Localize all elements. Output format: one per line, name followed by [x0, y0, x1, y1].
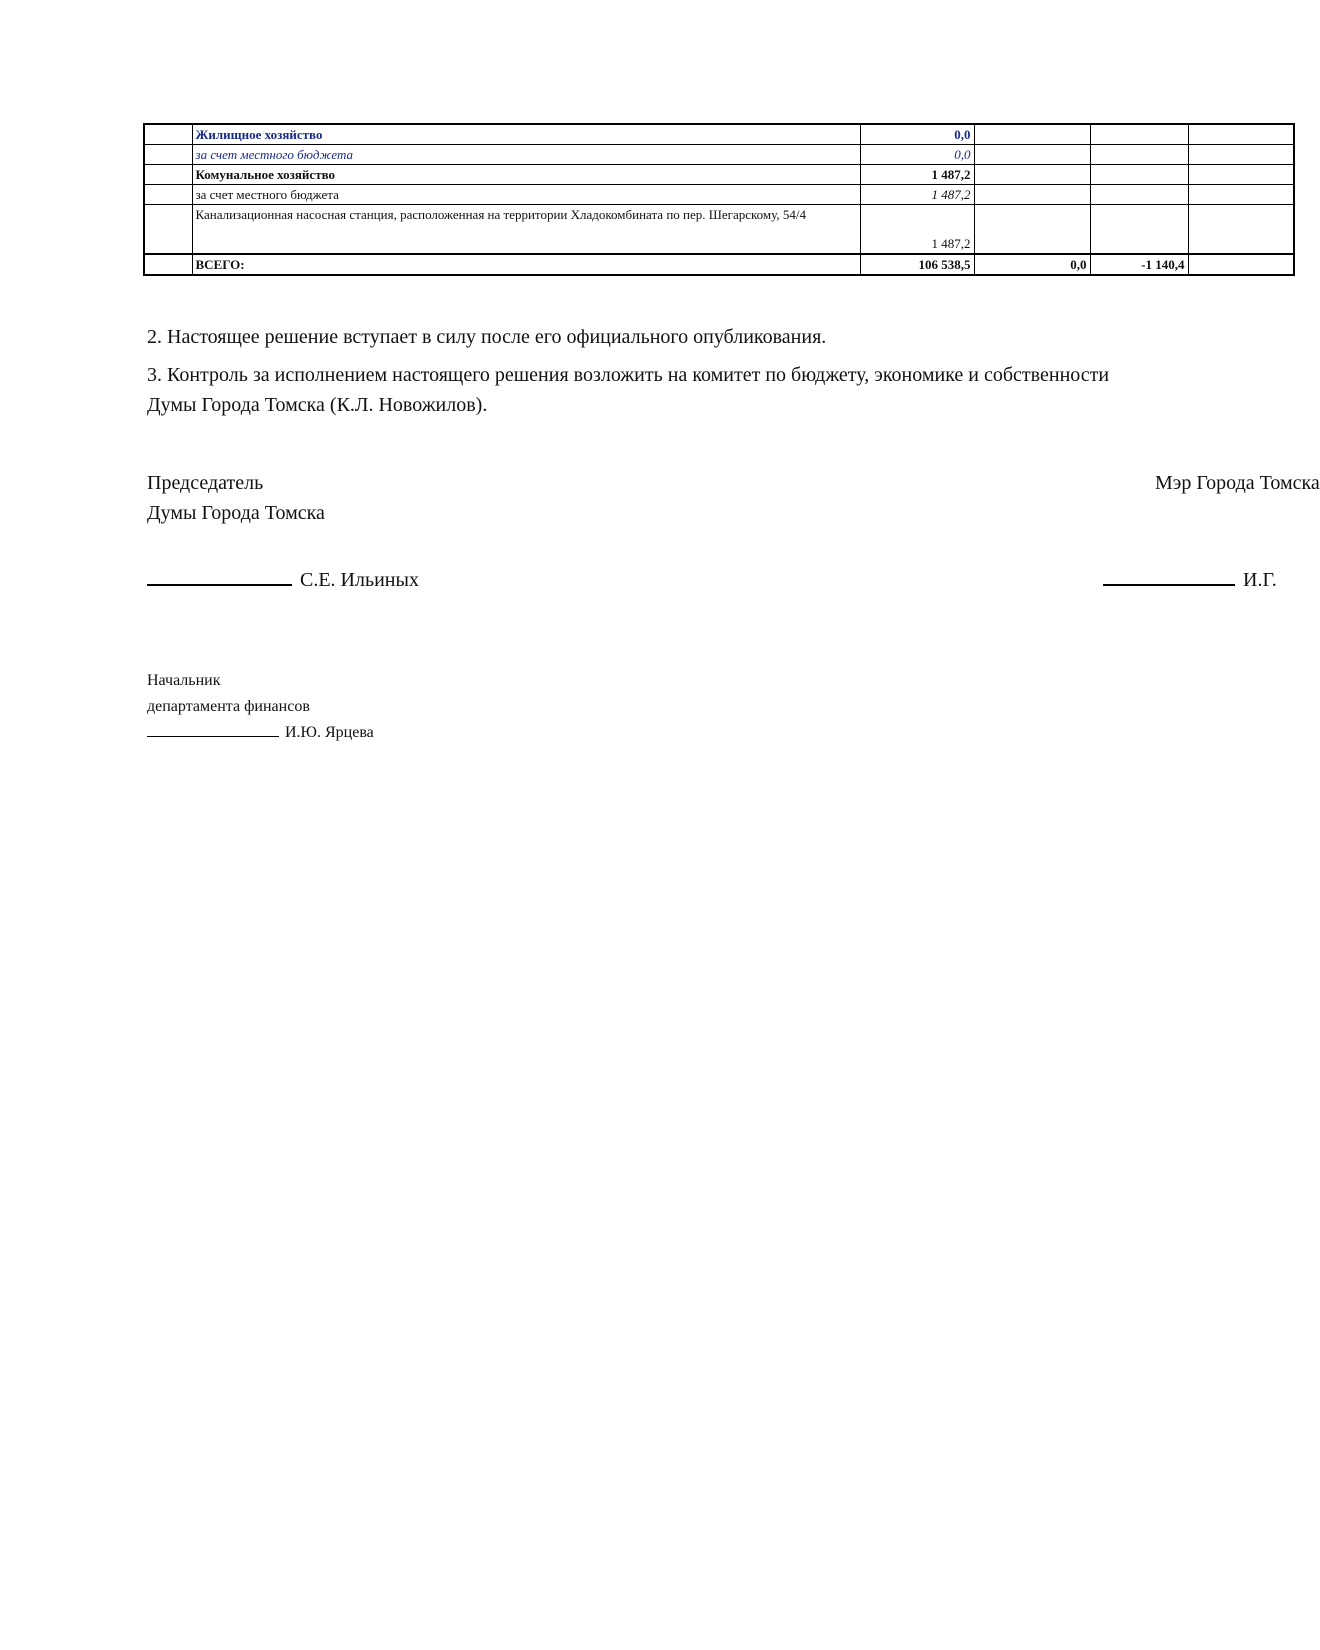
- value-cell: [974, 124, 1090, 145]
- table-row: [144, 124, 1294, 145]
- row-number-cell: [144, 185, 192, 205]
- total-value-cell: -1 140,4: [1090, 254, 1188, 275]
- value-cell: 0,0: [860, 145, 974, 165]
- row-number-cell: [144, 165, 192, 185]
- value-cell: [1188, 124, 1294, 145]
- value-cell: [1090, 205, 1188, 255]
- paragraph-effective-date: 2. Настоящее решение вступает в силу после его официального опубликования.: [147, 326, 827, 348]
- budget-table: [143, 123, 1295, 276]
- row-number-cell: [144, 205, 192, 255]
- chair-title: [147, 468, 325, 528]
- finance-signature-block: [147, 668, 374, 746]
- row-name-cell: Жилищное хозяйство: [192, 124, 860, 145]
- total-label-cell: ВСЕГО:: [192, 254, 860, 275]
- finance-name: И.Ю. Ярцева: [285, 724, 374, 741]
- paragraph-control-line: 3. Контроль за исполнением настоящего решения возложить на комитет по бюджету, экономике и собственности: [147, 364, 1110, 386]
- table-row: [144, 165, 1294, 185]
- value-cell: [1090, 124, 1188, 145]
- value-cell: [1188, 165, 1294, 185]
- finance-title-line: департамента финансов: [147, 698, 310, 715]
- row-number-cell: [144, 145, 192, 165]
- finance-signature: [147, 720, 374, 746]
- value-cell: 1 487,2: [860, 165, 974, 185]
- value-cell: [974, 185, 1090, 205]
- chair-title-line: Председатель: [147, 472, 264, 494]
- table-row: [144, 185, 1294, 205]
- row-number-cell: [144, 254, 192, 275]
- chair-title-line: Думы Города Томска: [147, 502, 325, 524]
- row-name-cell: Комунальное хозяйство: [192, 165, 860, 185]
- total-value-cell: [1188, 254, 1294, 275]
- mayor-name: И.Г.: [1243, 569, 1277, 591]
- value-cell: [974, 145, 1090, 165]
- value-cell: 1 487,2: [860, 185, 974, 205]
- row-name-cell: за счет местного бюджета: [192, 185, 860, 205]
- value-cell: [1090, 185, 1188, 205]
- value-cell: 0,0: [860, 124, 974, 145]
- value-cell: [1188, 145, 1294, 165]
- paragraph-control-line: Думы Города Томска (К.Л. Новожилов).: [147, 394, 488, 416]
- finance-title-line: Начальник: [147, 672, 221, 689]
- signature-line: [1103, 564, 1235, 586]
- row-name-cell: Канализационная насосная станция, расположенная на территории Хладокомбината по пер. Шегарскому, 54/4: [192, 205, 860, 255]
- total-value-cell: 106 538,5: [860, 254, 974, 275]
- chair-name: С.Е. Ильиных: [300, 569, 419, 591]
- table-row: [144, 205, 1294, 255]
- table-total-row: [144, 254, 1294, 275]
- value-cell: 1 487,2: [860, 205, 974, 255]
- value-cell: [1090, 165, 1188, 185]
- row-number-cell: [144, 124, 192, 145]
- signature-line: [147, 564, 292, 586]
- value-cell: [974, 165, 1090, 185]
- value-cell: [1188, 185, 1294, 205]
- total-value-cell: 0,0: [974, 254, 1090, 275]
- mayor-signature: [1103, 564, 1277, 595]
- value-cell: [1090, 145, 1188, 165]
- mayor-title: Мэр Города Томска: [1155, 472, 1320, 494]
- paragraph-control: [147, 360, 1307, 420]
- value-cell: [1188, 205, 1294, 255]
- signature-line: [147, 720, 279, 737]
- value-cell: [974, 205, 1090, 255]
- chair-signature: [147, 564, 419, 595]
- table-row: [144, 145, 1294, 165]
- row-name-cell: за счет местного бюджета: [192, 145, 860, 165]
